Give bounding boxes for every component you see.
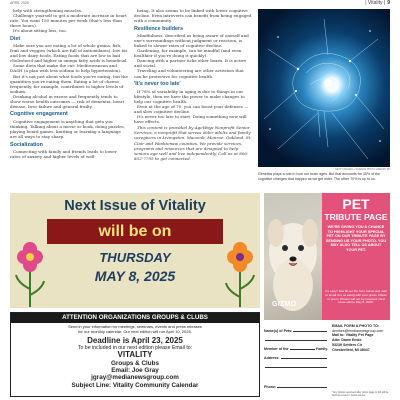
next-issue-ad [10,193,260,308]
next-issue-day: THURSDAY [99,250,171,265]
submission-info [332,324,390,352]
paragraph: But it's not just about what foods you're eating, but the quantities you're eating them. Eating a lot of cheese frequently, for example, contributes to higher levels of sodium. [10,73,128,94]
subhead-resilience-builders: Resilience builders [134,25,184,32]
subhead-diet: Diet [10,35,21,42]
issue-date: APRIL 2025 [10,1,29,5]
field-label: Member of the [264,347,289,351]
calendar-email-address[interactable]: jgray@medianewsgroup.com [91,374,179,382]
paragraph: Gardening, for example, can be mindful (and even healthier if you're doing it quickly). [134,48,242,59]
paragraph: Dancing with a partner ticks other boxes. It is active and social. [134,58,247,69]
address-field[interactable] [264,351,328,360]
calendar-contact-name: Email: Joe Gray [111,367,159,374]
form-fields [264,324,328,369]
family-field[interactable] [264,342,328,351]
subhead-socialization: Socialization [10,141,43,148]
calendar-groups-label: Groups & Clubs [111,359,159,367]
paragraph: Some diets that make the cut: Mediterranean and DASH (a plan with less sodium to help hypertension). [10,63,122,74]
subhead-cognitive-engagement: Cognitive engagement [10,111,68,118]
pet-submission-form [264,324,390,397]
paragraph: Cognitive engagement is anything that gets you thinking. Talking about a movie or book, doing puzzles, playing board games, knitting or learning a language are all ways to stay sharp. [10,118,125,139]
paragraph: Challenge yourself to get a moderate increase in heart rate. You want 150 minutes per week (that's less than three hours). [10,13,127,29]
calendar-email-prompt: To be included in our next edition please Email to: [77,345,193,352]
paragraph: Drinking alcohol in excess and frequently tends to show worse health outcomes — risk of dementia, heart disease, liver failure and general frailty. [10,93,125,109]
calendar-box-title: ATTENTION ORGANIZATIONS GROUPS & CLUBS [11,313,259,323]
paragraph: It's never too late to start. Doing something now will have effects. [134,113,247,124]
calendar-instructions: Send in your information for meetings, seminars, events and press releases [68,324,202,329]
pet-ad-note: It's easy! Just fill out the form below and mail or email it to us along with your photo, tribute or poem. Photos will not be returned. Next issue will be May 8, 2025. [325,289,387,305]
article-column-2 [134,8,252,161]
paragraph: Connecting with family and friends leads to lower rates of anxiety and higher levels of well- [10,149,117,160]
field-line[interactable] [290,346,315,350]
email-heading: EMAIL FORM & PHOTO TO: [332,324,380,328]
page-number: 9 [387,0,390,6]
field-line[interactable] [277,384,327,388]
next-issue-date: MAY 8, 2025 [94,268,176,284]
pet-names-field-extra[interactable] [264,333,328,342]
pet-tribute-ad [264,193,390,320]
calendar-deadline: Deadline is April 23, 2025 [87,336,183,346]
paragraph: being. It also seems to be linked with lower cognitive decline. Even introverts can benefit from being engaged with a community. [134,8,252,24]
field-label: Name(s) of Pets: [264,329,293,333]
calendar-instructions: for our monthly calendar. Our next edition will run April 10, 2025. [78,328,192,334]
mail-street: 53239 Settlers Cir [332,342,363,347]
calendar-vitality-label: VITALITY [117,350,153,360]
pet-name: GIZMO [272,301,297,308]
mail-heading: Mail to: Vitality Pet Page [332,333,374,338]
paragraph: Even at the age of 70, you can boost your defenses — and slow cognitive decline. [134,103,249,114]
mail-city: Chesterfield, MI 48047 [332,347,370,352]
paragraph: Traveling and volunteering are other activities that can be protective for cognitive health. [134,68,244,79]
pet-title: PET [342,196,370,212]
pet-names-field[interactable] [264,324,328,333]
calendar-subject-line: Subject Line: Vitality Community Calendar [71,381,199,389]
field-label: Family. [315,347,328,351]
field-line[interactable] [281,355,327,359]
paragraph: If 78% of variability in aging is due to things in our lifestyle, then we have the power to make changes to help our cognitive health. [134,88,245,104]
field-line[interactable] [265,337,327,341]
sponsor-note: This content is provided by AgeWays Nonprofit Senior Services, a nonprofit that serves older adults and family caregivers in Livingston, Macomb, Monroe, Oakland, St. Clair and Washtenaw counties. We provide services, programs and resources that are designed to help seniors age well and live independently. Call us at 800-852-7795 to get connected. [134,125,252,161]
field-line[interactable] [265,364,327,368]
article-column-1 [10,8,128,159]
field-label: Address: [264,356,280,360]
field-line[interactable] [293,328,327,332]
brain-illustration [258,9,390,167]
paragraph: help with strengthening muscles. [13,8,83,13]
pet-ad-body: WE'RE GIVING YOU A CHANCE TO HIGHLIGHT YOUR SPECIAL PET ON OUR TRIBUTE PAGE BY SENDING US YOUR PHOTO. YOU MAY ALSO TELL US ABOUT YOUR PET. [325,225,387,252]
email-address[interactable]: demkes@medianewsgroup.com [332,328,384,333]
next-issue-heading: Next Issue of Vitality [64,198,206,214]
calendar-submission-box [10,312,260,397]
flower-icon [220,239,260,307]
will-be-on-banner: will be on [47,219,223,244]
address-field-extra[interactable] [264,360,328,369]
image-credit: GETTY IMAGES + SCIENCE PHOTO LIBRARY RF [334,168,390,171]
mail-attn: Attn: Dawn Emke [332,338,362,343]
pet-subtitle: TRIBUTE PAGE [324,212,388,222]
paragraph: Make sure you are eating a lot of whole grains, fish, fruit and veggies (which are full of antioxidants), low fat and low dairy foods. Eating foods that are low in bad cholesterol and higher in omega fatty acids is beneficial. [10,43,128,64]
phone-field[interactable] [264,380,328,389]
form-footnote: *Any photos received after photo page is full will be held and used in future issues. [332,391,389,397]
paragraph: It's about sitting less, too. [13,28,67,34]
flower-icon [10,239,50,307]
image-caption: Genetics plays a role in how our brain ages. But that accounts for 30% of the cognitive changes that happen as we get older. The other 70% is up to us. [258,172,381,181]
field-label: Phone: [264,385,277,389]
subhead-never-too-late: 'It's never too late' [134,81,181,88]
page-header [365,0,390,6]
section-name: | Vitality | [365,0,386,6]
paragraph: Mindfulness, described as being aware of oneself and one's surroundings without judgment or reaction, is linked to slower rates of cognitive decline. [134,33,249,49]
